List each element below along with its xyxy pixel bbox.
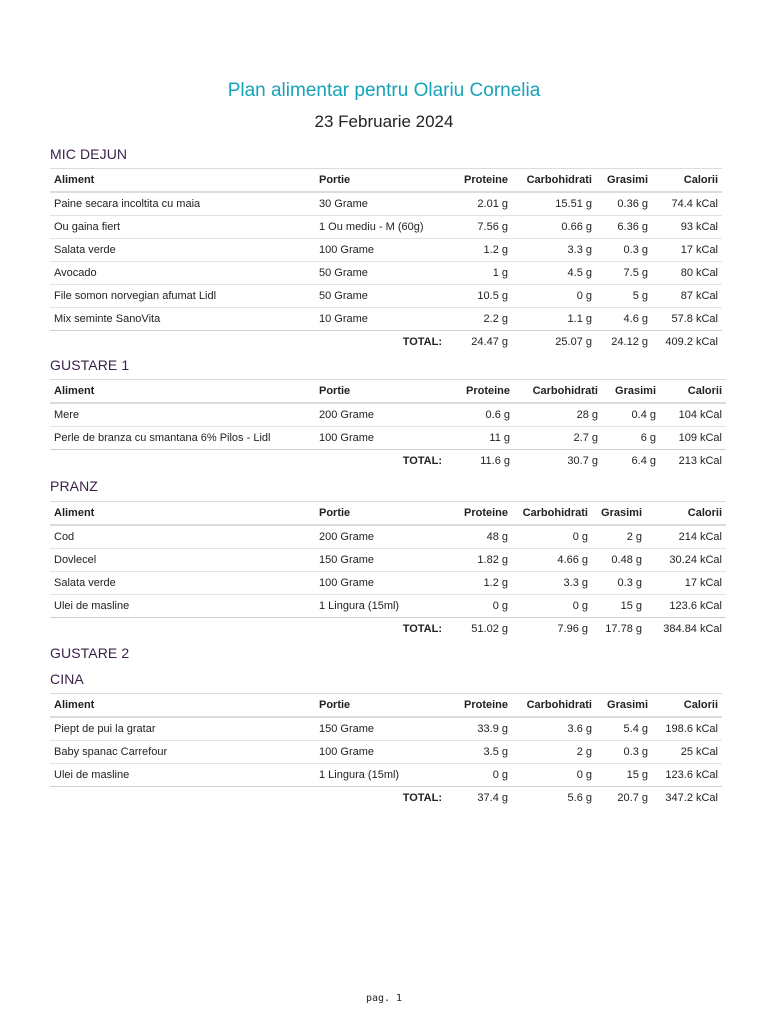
cell-calorii: 87 kCal xyxy=(652,285,722,308)
column-header-aliment: Aliment xyxy=(50,380,315,404)
cell-aliment: Piept de pui la gratar xyxy=(50,717,315,741)
column-header-aliment: Aliment xyxy=(50,169,315,193)
column-header-portie: Portie xyxy=(315,502,446,526)
section-title-cina: CINA xyxy=(50,671,84,687)
total-carbohidrati: 5.6 g xyxy=(567,792,592,804)
column-header-aliment: Aliment xyxy=(50,694,315,718)
column-header-proteine: Proteine xyxy=(446,169,512,193)
total-spacer xyxy=(50,787,315,810)
cell-portie: 200 Grame xyxy=(315,403,446,427)
column-header-calorii: Calorii xyxy=(652,694,722,718)
total-grasimi: 20.7 g xyxy=(617,792,648,804)
cell-aliment: Dovlecel xyxy=(50,549,315,572)
table-header-row xyxy=(50,502,726,526)
cell-calorii: 30.24 kCal xyxy=(646,549,726,572)
cell-grasimi: 5 g xyxy=(596,285,652,308)
cell-proteine: 1.82 g xyxy=(446,549,512,572)
cell-calorii: 74.4 kCal xyxy=(652,192,722,216)
total-calorii: 347.2 kCal xyxy=(665,792,718,804)
total-proteine: 51.02 g xyxy=(471,623,508,635)
page-title: Plan alimentar pentru Olariu Cornelia xyxy=(227,80,541,101)
total-grasimi: 6.4 g xyxy=(631,455,656,467)
cell-carbohidrati: 3.3 g xyxy=(512,572,592,595)
total-calorii: 409.2 kCal xyxy=(665,336,718,348)
table-row xyxy=(50,216,722,239)
table-row xyxy=(50,262,722,285)
cell-calorii: 25 kCal xyxy=(652,741,722,764)
plan-date: 23 Februarie 2024 xyxy=(314,112,454,131)
cell-proteine: 7.56 g xyxy=(446,216,512,239)
cell-carbohidrati: 4.66 g xyxy=(512,549,592,572)
table-header-row xyxy=(50,380,726,404)
column-header-carbohidrati: Carbohidrati xyxy=(512,502,592,526)
table-header-row xyxy=(50,169,722,193)
column-header-calorii: Calorii xyxy=(646,502,726,526)
cell-carbohidrati: 0.66 g xyxy=(512,216,596,239)
column-header-proteine: Proteine xyxy=(446,380,514,404)
cell-aliment: Salata verde xyxy=(50,239,315,262)
table-row xyxy=(50,285,722,308)
total-grasimi: 17.78 g xyxy=(605,623,642,635)
cell-carbohidrati: 3.3 g xyxy=(512,239,596,262)
cell-carbohidrati: 0 g xyxy=(512,285,596,308)
cell-portie: 100 Grame xyxy=(315,572,446,595)
total-row xyxy=(50,787,722,810)
cell-grasimi: 5.4 g xyxy=(596,717,652,741)
total-label: TOTAL: xyxy=(402,623,442,635)
table-row xyxy=(50,549,726,572)
cell-grasimi: 0.36 g xyxy=(596,192,652,216)
cell-aliment: Ou gaina fiert xyxy=(50,216,315,239)
cell-proteine: 1.2 g xyxy=(446,572,512,595)
cell-grasimi: 0.4 g xyxy=(602,403,660,427)
cell-aliment: Perle de branza cu smantana 6% Pilos - Lidl xyxy=(50,427,315,450)
total-spacer xyxy=(50,450,315,473)
cell-proteine: 0 g xyxy=(446,595,512,618)
cell-calorii: 198.6 kCal xyxy=(652,717,722,741)
cell-grasimi: 7.5 g xyxy=(596,262,652,285)
meal-table-cina xyxy=(50,693,722,809)
cell-calorii: 17 kCal xyxy=(646,572,726,595)
table-row xyxy=(50,403,726,427)
table-header-row xyxy=(50,694,722,718)
cell-grasimi: 15 g xyxy=(596,764,652,787)
cell-proteine: 3.5 g xyxy=(446,741,512,764)
table-row xyxy=(50,308,722,331)
cell-proteine: 0.6 g xyxy=(446,403,514,427)
cell-calorii: 17 kCal xyxy=(652,239,722,262)
column-header-proteine: Proteine xyxy=(446,502,512,526)
total-proteine: 24.47 g xyxy=(471,336,508,348)
cell-aliment: Salata verde xyxy=(50,572,315,595)
cell-portie: 150 Grame xyxy=(315,717,446,741)
cell-proteine: 2.01 g xyxy=(446,192,512,216)
cell-calorii: 104 kCal xyxy=(660,403,726,427)
cell-grasimi: 0.3 g xyxy=(596,239,652,262)
cell-portie: 100 Grame xyxy=(315,741,446,764)
cell-portie: 200 Grame xyxy=(315,525,446,549)
cell-calorii: 80 kCal xyxy=(652,262,722,285)
total-spacer xyxy=(50,618,315,641)
cell-carbohidrati: 3.6 g xyxy=(512,717,596,741)
total-row xyxy=(50,618,726,641)
cell-grasimi: 6 g xyxy=(602,427,660,450)
meal-table-mic-dejun xyxy=(50,168,722,353)
cell-carbohidrati: 0 g xyxy=(512,525,592,549)
cell-proteine: 2.2 g xyxy=(446,308,512,331)
cell-carbohidrati: 15.51 g xyxy=(512,192,596,216)
total-carbohidrati: 30.7 g xyxy=(567,455,598,467)
column-header-carbohidrati: Carbohidrati xyxy=(514,380,602,404)
cell-carbohidrati: 2 g xyxy=(512,741,596,764)
cell-carbohidrati: 0 g xyxy=(512,764,596,787)
total-carbohidrati: 25.07 g xyxy=(555,336,592,348)
cell-grasimi: 0.3 g xyxy=(596,741,652,764)
cell-grasimi: 4.6 g xyxy=(596,308,652,331)
cell-carbohidrati: 2.7 g xyxy=(514,427,602,450)
cell-portie: 150 Grame xyxy=(315,549,446,572)
table-row xyxy=(50,525,726,549)
cell-calorii: 123.6 kCal xyxy=(646,595,726,618)
cell-aliment: Mere xyxy=(50,403,315,427)
section-title-mic-dejun: MIC DEJUN xyxy=(50,146,128,162)
cell-proteine: 1.2 g xyxy=(446,239,512,262)
total-label: TOTAL: xyxy=(402,336,442,348)
cell-aliment: Baby spanac Carrefour xyxy=(50,741,315,764)
table-row xyxy=(50,717,722,741)
column-header-carbohidrati: Carbohidrati xyxy=(512,694,596,718)
cell-portie: 100 Grame xyxy=(315,427,446,450)
meal-table-pranz xyxy=(50,501,726,640)
column-header-proteine: Proteine xyxy=(446,694,512,718)
cell-aliment: Avocado xyxy=(50,262,315,285)
total-row xyxy=(50,331,722,354)
table-row xyxy=(50,741,722,764)
cell-proteine: 1 g xyxy=(446,262,512,285)
column-header-portie: Portie xyxy=(315,169,446,193)
cell-proteine: 11 g xyxy=(446,427,514,450)
column-header-grasimi: Grasimi xyxy=(602,380,660,404)
cell-calorii: 109 kCal xyxy=(660,427,726,450)
column-header-calorii: Calorii xyxy=(660,380,726,404)
cell-proteine: 48 g xyxy=(446,525,512,549)
section-title-gustare-2: GUSTARE 2 xyxy=(50,645,130,661)
table-row xyxy=(50,427,726,450)
total-carbohidrati: 7.96 g xyxy=(557,623,588,635)
cell-proteine: 33.9 g xyxy=(446,717,512,741)
cell-portie: 10 Grame xyxy=(315,308,446,331)
cell-grasimi: 0.48 g xyxy=(592,549,646,572)
cell-portie: 1 Ou mediu - M (60g) xyxy=(315,216,446,239)
section-title-pranz: PRANZ xyxy=(50,478,98,494)
column-header-grasimi: Grasimi xyxy=(592,502,646,526)
column-header-portie: Portie xyxy=(315,694,446,718)
column-header-carbohidrati: Carbohidrati xyxy=(512,169,596,193)
cell-portie: 100 Grame xyxy=(315,239,446,262)
section-title-gustare-1: GUSTARE 1 xyxy=(50,357,130,373)
cell-calorii: 214 kCal xyxy=(646,525,726,549)
table-row xyxy=(50,764,722,787)
table-row xyxy=(50,192,722,216)
cell-portie: 1 Lingura (15ml) xyxy=(315,595,446,618)
column-header-aliment: Aliment xyxy=(50,502,315,526)
cell-grasimi: 0.3 g xyxy=(592,572,646,595)
cell-grasimi: 6.36 g xyxy=(596,216,652,239)
cell-carbohidrati: 4.5 g xyxy=(512,262,596,285)
cell-calorii: 93 kCal xyxy=(652,216,722,239)
total-row xyxy=(50,450,726,473)
total-label: TOTAL: xyxy=(402,792,442,804)
cell-aliment: Mix seminte SanoVita xyxy=(50,308,315,331)
table-row xyxy=(50,595,726,618)
total-proteine: 11.6 g xyxy=(480,455,510,467)
cell-portie: 50 Grame xyxy=(315,285,446,308)
cell-proteine: 0 g xyxy=(446,764,512,787)
total-proteine: 37.4 g xyxy=(477,792,508,804)
cell-carbohidrati: 1.1 g xyxy=(512,308,596,331)
cell-aliment: Ulei de masline xyxy=(50,595,315,618)
cell-portie: 50 Grame xyxy=(315,262,446,285)
column-header-grasimi: Grasimi xyxy=(596,169,652,193)
cell-grasimi: 15 g xyxy=(592,595,646,618)
cell-aliment: Ulei de masline xyxy=(50,764,315,787)
cell-grasimi: 2 g xyxy=(592,525,646,549)
total-spacer xyxy=(50,331,315,354)
cell-aliment: Cod xyxy=(50,525,315,549)
page-number: pag. 1 xyxy=(365,993,403,1004)
cell-carbohidrati: 0 g xyxy=(512,595,592,618)
cell-portie: 1 Lingura (15ml) xyxy=(315,764,446,787)
cell-portie: 30 Grame xyxy=(315,192,446,216)
cell-calorii: 123.6 kCal xyxy=(652,764,722,787)
total-calorii: 384.84 kCal xyxy=(663,623,722,635)
column-header-portie: Portie xyxy=(315,380,446,404)
meal-table-gustare-1 xyxy=(50,379,726,472)
cell-proteine: 10.5 g xyxy=(446,285,512,308)
total-grasimi: 24.12 g xyxy=(611,336,648,348)
cell-calorii: 57.8 kCal xyxy=(652,308,722,331)
cell-aliment: Paine secara incoltita cu maia xyxy=(50,192,315,216)
cell-carbohidrati: 28 g xyxy=(514,403,602,427)
table-row xyxy=(50,572,726,595)
total-calorii: 213 kCal xyxy=(678,455,722,467)
column-header-grasimi: Grasimi xyxy=(596,694,652,718)
cell-aliment: File somon norvegian afumat Lidl xyxy=(50,285,315,308)
total-label: TOTAL: xyxy=(402,455,442,467)
table-row xyxy=(50,239,722,262)
column-header-calorii: Calorii xyxy=(652,169,722,193)
